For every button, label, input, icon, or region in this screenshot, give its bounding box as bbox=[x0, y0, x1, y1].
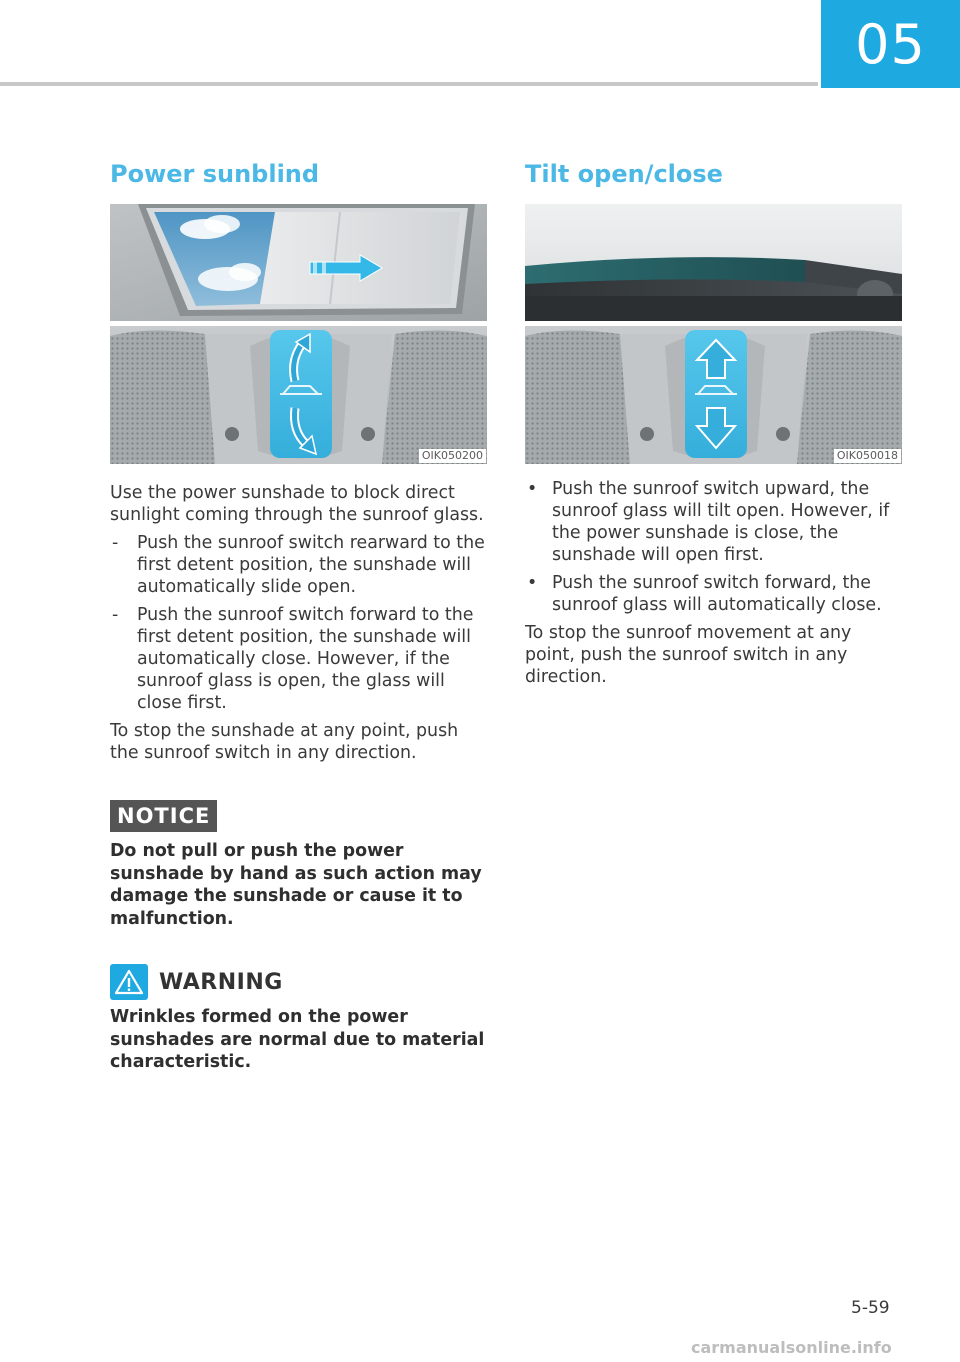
list-dash: - bbox=[112, 533, 119, 553]
page-number: 5-59 bbox=[851, 1298, 890, 1318]
power-sunblind-figure bbox=[110, 204, 487, 464]
stop-paragraph: To stop the sunroof movement at any point, push the sunroof switch in any direction. bbox=[525, 623, 852, 687]
list-item-text: Push the sunroof switch forward, the sunroof glass will automatically close. bbox=[552, 573, 882, 615]
warning-text: Wrinkles formed on the power sunshades are normal due to material characteristic. bbox=[110, 1007, 485, 1072]
list-item-text: Push the sunroof switch rearward to the first detent position, the sunshade will automatically slide open. bbox=[137, 533, 485, 597]
intro-paragraph: Use the power sunshade to block direct sunlight coming through the sunroof glass. bbox=[110, 483, 484, 525]
header-rule bbox=[0, 82, 818, 86]
figure-code: OIK050018 bbox=[834, 449, 901, 463]
sunroof-opening-image bbox=[110, 204, 487, 321]
list-bullet: • bbox=[527, 479, 538, 499]
list-bullet: • bbox=[527, 573, 538, 593]
warning-header bbox=[110, 964, 487, 1000]
tilt-figure bbox=[525, 204, 902, 464]
tilt-open-close-section bbox=[525, 158, 902, 688]
notice-badge: NOTICE bbox=[110, 800, 217, 832]
sunroof-switch-image bbox=[110, 326, 487, 464]
warning-label: WARNING bbox=[159, 969, 283, 995]
list-item bbox=[525, 478, 902, 566]
sunroof-tilt-image bbox=[525, 204, 902, 321]
list-item bbox=[110, 532, 487, 598]
chapter-tab: 05 bbox=[821, 0, 960, 88]
list-item-text: Push the sunroof switch forward to the first detent position, the sunshade will automatically close. However, if the sunroof glass is open, the glass will close first. bbox=[137, 605, 474, 713]
list-item bbox=[110, 604, 487, 714]
power-sunblind-section bbox=[110, 158, 487, 1074]
watermark-link[interactable]: carmanualsonline.info bbox=[691, 1338, 892, 1357]
list-dash: - bbox=[112, 605, 119, 625]
figure-code: OIK050200 bbox=[419, 449, 486, 463]
list-item bbox=[525, 572, 902, 616]
sunshade-steps-list bbox=[110, 532, 487, 714]
section-heading-power-sunblind: Power sunblind bbox=[110, 160, 320, 188]
tilt-switch-image bbox=[525, 326, 902, 464]
stop-paragraph: To stop the sunshade at any point, push the sunroof switch in any direction. bbox=[110, 721, 459, 763]
tilt-bullets-list bbox=[525, 478, 902, 616]
section-heading-tilt: Tilt open/close bbox=[525, 160, 723, 188]
warning-triangle-icon bbox=[110, 964, 148, 1000]
notice-text: Do not pull or push the power sunshade by hand as such action may damage the sunshade or cause it to malfunction. bbox=[110, 841, 482, 929]
list-item-text: Push the sunroof switch upward, the sunroof glass will tilt open. However, if the power sunshade is close, the sunshade will open first. bbox=[552, 479, 890, 565]
